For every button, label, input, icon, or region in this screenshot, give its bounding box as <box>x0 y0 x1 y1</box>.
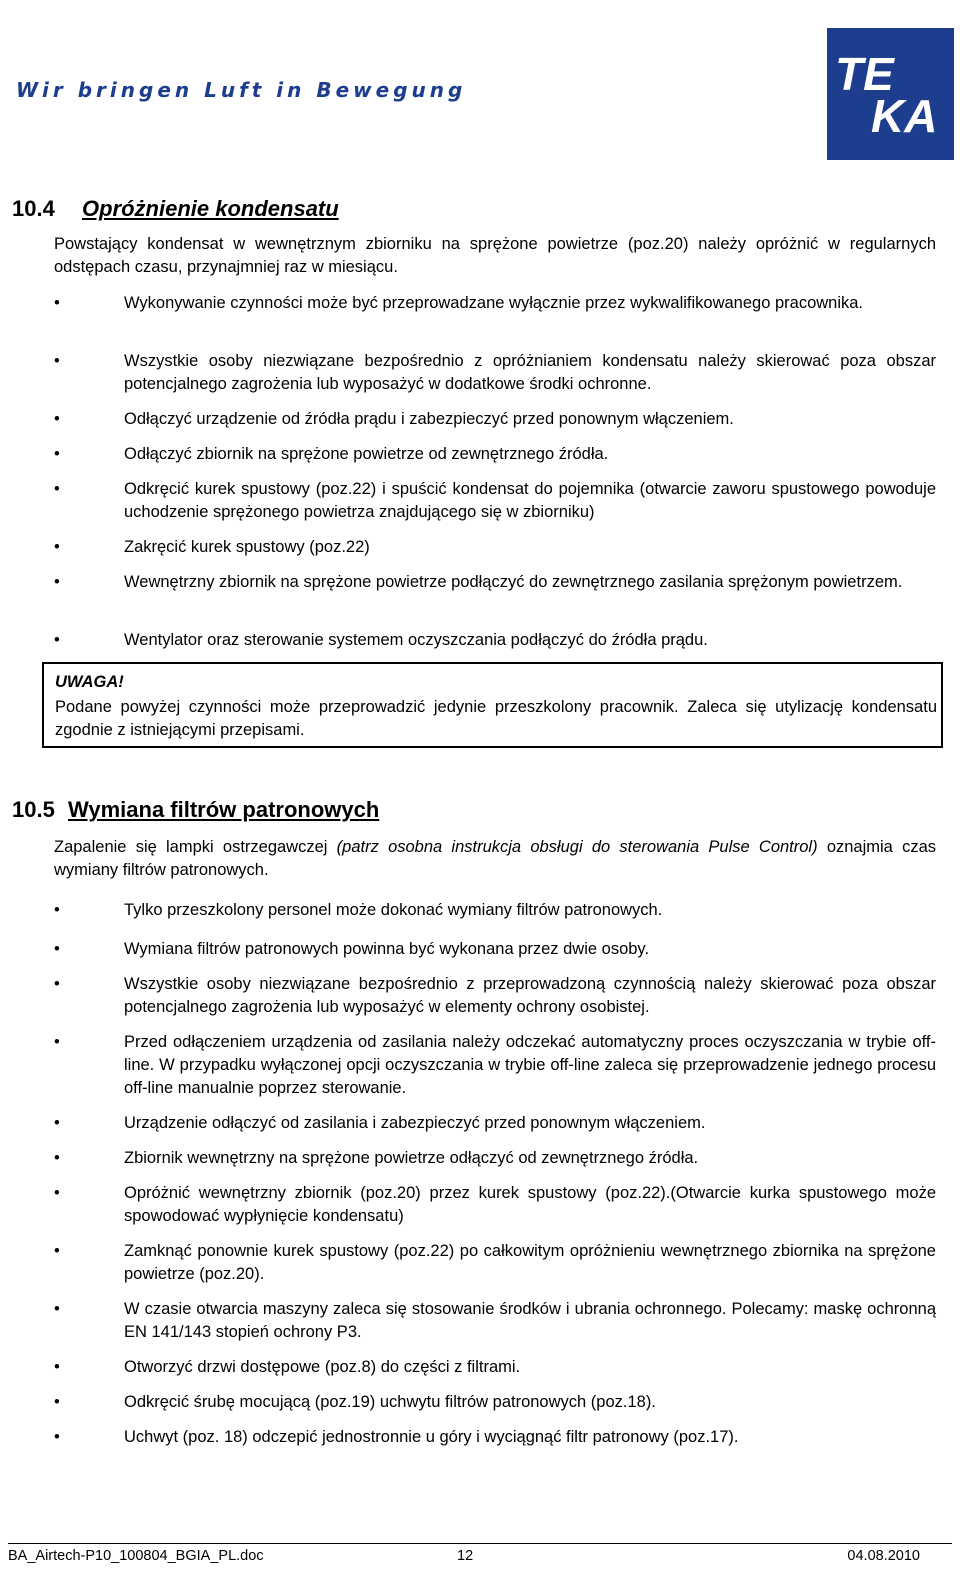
footer-filename: BA_Airtech-P10_100804_BGIA_PL.doc <box>8 1548 264 1564</box>
list-item-text: Wentylator oraz sterowanie systemem oczyszczania podłączyć do źródła prądu. <box>124 631 708 649</box>
list-item-text: Urządzenie odłączyć od zasilania i zabezpieczyć przed ponownym włączeniem. <box>124 1114 706 1132</box>
bullet-icon: • <box>54 480 60 498</box>
list-item-text: Uchwyt (poz. 18) odczepić jednostronnie u góry i wyciągnąć filtr patronowy (poz.17). <box>124 1428 739 1446</box>
footer-date: 04.08.2010 <box>847 1548 920 1564</box>
list-item-text: Odkręcić śrubę mocującą (poz.19) uchwytu filtrów patronowych (poz.18). <box>124 1393 656 1411</box>
list-item-text: Odłączyć urządzenie od źródła prądu i zabezpieczyć przed ponownym włączeniem. <box>124 410 734 428</box>
bullet-icon: • <box>54 1393 60 1411</box>
section-number: 10.4 <box>12 196 55 221</box>
bullet-icon: • <box>54 445 60 463</box>
bullet-icon: • <box>54 1184 60 1202</box>
bullet-icon: • <box>54 975 60 993</box>
section-10-4-heading <box>12 196 339 222</box>
section-10-5-intro <box>54 836 936 882</box>
bullet-icon: • <box>54 538 60 556</box>
list-item-text: Wewnętrzny zbiornik na sprężone powietrze podłączyć do zewnętrznego zasilania sprężonym powietrzem. <box>124 573 903 591</box>
section-10-4-intro: Powstający kondensat w wewnętrznym zbiorniku na sprężone powietrze (poz.20) należy opróżnić w regularnych odstępach czasu, przynajmniej raz w miesiącu. <box>54 235 936 276</box>
list-item-text: Opróżnić wewnętrzny zbiornik (poz.20) przez kurek spustowy (poz.22).(Otwarcie kurka spustowego może spowodować wypłynięcie kondensatu) <box>124 1184 936 1225</box>
bullet-icon: • <box>54 1114 60 1132</box>
section-10-5-heading <box>12 797 379 823</box>
list-item-text: Wszystkie osoby niezwiązane bezpośrednio z przeprowadzoną czynnością należy skierować poza obszar potencjalnego zagrożenia lub wyposażyć w elementy ochrony osobistej. <box>124 975 936 1016</box>
footer-divider <box>8 1543 952 1544</box>
list-item-text: Zakręcić kurek spustowy (poz.22) <box>124 538 370 556</box>
bullet-icon: • <box>54 573 60 591</box>
header-tagline: Wir bringen Luft in Bewegung <box>16 78 467 102</box>
bullet-icon: • <box>54 1300 60 1318</box>
list-item-text: Wymiana filtrów patronowych powinna być wykonana przez dwie osoby. <box>124 940 650 958</box>
list-item-text: Przed odłączeniem urządzenia od zasilania należy odczekać automatyczny proces oczyszczania w trybie off-line. W przypadku wyłączonej opcji oczyszczania w trybie off-line zaleca się przeprowadzenie jednego procesu off-line manualnie poprzez sterowanie. <box>124 1033 936 1097</box>
bullet-icon: • <box>54 410 60 428</box>
intro-reference: (patrz osobna instrukcja obsługi do sterowania Pulse Control) <box>336 838 818 856</box>
bullet-icon: • <box>54 631 60 649</box>
footer-page-number: 12 <box>457 1548 474 1564</box>
section-number: 10.5 <box>12 797 55 822</box>
warning-title: UWAGA! <box>55 673 124 691</box>
bullet-icon: • <box>54 352 60 370</box>
warning-box <box>42 662 943 748</box>
list-item-text: Wykonywanie czynności może być przeprowadzane wyłącznie przez wykwalifikowanego pracownika. <box>124 294 864 312</box>
bullet-icon: • <box>54 1149 60 1167</box>
list-item-text: Zamknąć ponownie kurek spustowy (poz.22) po całkowitym opróżnieniu wewnętrznego zbiornika na sprężone powietrze (poz.20). <box>124 1242 936 1283</box>
bullet-icon: • <box>54 294 60 312</box>
svg-text:TE: TE <box>835 48 894 100</box>
bullet-icon: • <box>54 940 60 958</box>
list-item-text: Zbiornik wewnętrzny na sprężone powietrze odłączyć od zewnętrznego źródła. <box>124 1149 699 1167</box>
teka-logo <box>827 28 954 160</box>
svg-text:KA: KA <box>871 90 938 142</box>
bullet-icon: • <box>54 1358 60 1376</box>
list-item-text: W czasie otwarcia maszyny zaleca się stosowanie środków i ubrania ochronnego. Polecamy: maskę ochronną EN 141/143 stopień ochrony P3. <box>124 1300 936 1341</box>
intro-text: Zapalenie się lampki ostrzegawczej <box>54 838 337 856</box>
list-item-text: Otworzyć drzwi dostępowe (poz.8) do części z filtrami. <box>124 1358 521 1376</box>
intro-text-end: oznajmia czas wymiany filtrów patronowych. <box>54 838 937 879</box>
bullet-icon: • <box>54 901 60 919</box>
list-item-text: Odłączyć zbiornik na sprężone powietrze od zewnętrznego źródła. <box>124 445 609 463</box>
list-item-text: Odkręcić kurek spustowy (poz.22) i spuścić kondensat do pojemnika (otwarcie zaworu spustowego powoduje uchodzenie sprężonego powietrza znajdującego się w zbiorniku) <box>124 480 936 521</box>
bullet-icon: • <box>54 1242 60 1260</box>
warning-text: Podane powyżej czynności może przeprowadzić jedynie przeszkolony pracownik. Zaleca się utylizację kondensatu zgodnie z istniejącymi przepisami. <box>55 698 937 739</box>
bullet-icon: • <box>54 1033 60 1051</box>
list-item-text: Wszystkie osoby niezwiązane bezpośrednio z opróżnianiem kondensatu należy skierować poza obszar potencjalnego zagrożenia lub wyposażyć w dodatkowe środki ochronne. <box>124 352 936 393</box>
bullet-icon: • <box>54 1428 60 1446</box>
section-title: Opróżnienie kondensatu <box>82 196 339 221</box>
list-item-text: Tylko przeszkolony personel może dokonać wymiany filtrów patronowych. <box>124 901 663 919</box>
section-title: Wymiana filtrów patronowych <box>68 797 380 822</box>
